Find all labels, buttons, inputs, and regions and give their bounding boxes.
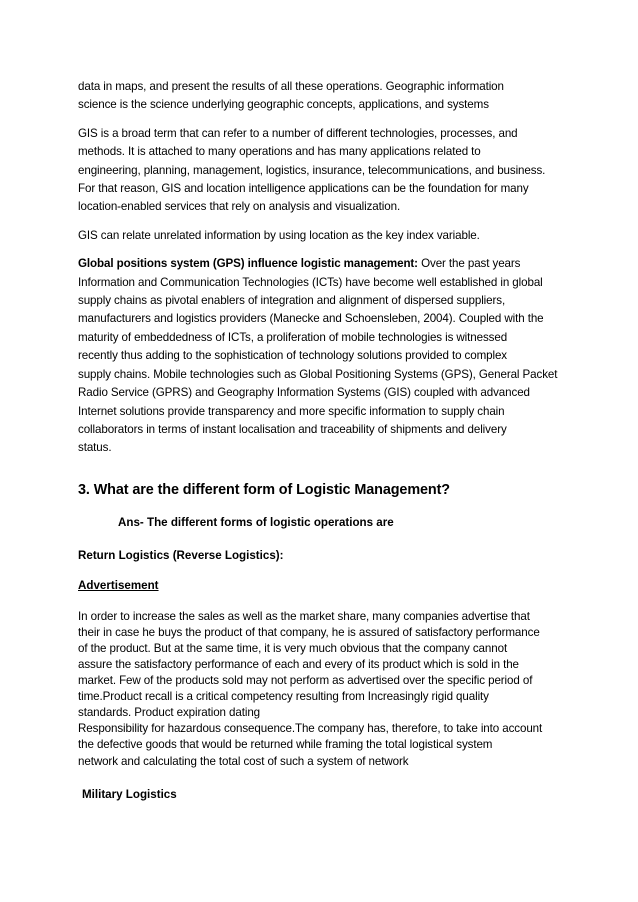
text-line: engineering, planning, management, logistics, insurance, telecommunications, and business. bbox=[78, 163, 546, 177]
text-line: In order to increase the sales as well as the market share, many companies advertise that bbox=[78, 609, 530, 623]
paragraph-gis-intro bbox=[78, 78, 562, 115]
military-logistics-label: Military Logistics bbox=[82, 787, 177, 801]
text-line: data in maps, and present the results of all these operations. Geographic information bbox=[78, 80, 504, 93]
text-line: network and calculating the total cost of such a system of network bbox=[78, 754, 409, 768]
text-line: GIS is a broad term that can refer to a number of different technologies, processes, and bbox=[78, 126, 518, 140]
section-heading: 3. What are the different form of Logistic Management? bbox=[78, 481, 450, 498]
text-line: GIS can relate unrelated information by using location as the key index variable. bbox=[78, 228, 480, 242]
text-line: Radio Service (GPRS) and Geography Information Systems (GIS) coupled with advanced bbox=[78, 386, 530, 400]
paragraph-gis-location bbox=[78, 227, 562, 245]
text-line: the defective goods that would be returned while framing the total logistical system bbox=[78, 738, 493, 752]
text-line: supply chains. Mobile technologies such as Global Positioning Systems (GPS), General Packet bbox=[78, 367, 558, 381]
text-line: collaborators in terms of instant localisation and traceability of shipments and delivery bbox=[78, 422, 507, 436]
text-line: supply chains as pivotal enablers of integration and alignment of dispersed suppliers, bbox=[78, 294, 506, 308]
return-logistics-label: Return Logistics (Reverse Logistics): bbox=[78, 548, 284, 562]
text-line: standards. Product expiration dating bbox=[78, 706, 261, 720]
gps-lead-rest: Over the past years bbox=[417, 257, 521, 271]
text-line: of the product. But at the same time, it is very much obvious that the company cannot bbox=[78, 641, 508, 655]
paragraph-advertisement bbox=[78, 609, 562, 770]
text-line: maturity of embeddedness of ICTs, a proliferation of mobile technologies is witnessed bbox=[78, 330, 508, 344]
text-line: manufacturers and logistics providers (Manecke and Schoensleben, 2004). Coupled with the bbox=[78, 312, 544, 326]
text-line: location-enabled services that rely on analysis and visualization. bbox=[78, 200, 401, 214]
answer-intro: Ans- The different forms of logistic operations are bbox=[118, 515, 394, 529]
text-line: market. Few of the products sold may not perform as advertised over the specific period of bbox=[78, 674, 533, 688]
gps-bold-lead: Global positions system (GPS) influence logistic management: bbox=[78, 257, 418, 271]
advertisement-heading: Advertisement bbox=[78, 578, 159, 592]
text-line bbox=[78, 255, 562, 273]
text-line: status. bbox=[78, 441, 112, 455]
text-line: their in case he buys the product of that company, he is assured of satisfactory performance bbox=[78, 625, 540, 639]
paragraph-gis-definition bbox=[78, 125, 562, 217]
text-line: recently thus adding to the sophistication of technology solutions provided to complex bbox=[78, 349, 508, 363]
text-line: time.Product recall is a critical competency resulting from Increasingly rigid quality bbox=[78, 690, 489, 704]
text-line: assure the satisfactory performance of each and every of its product which is sold in the bbox=[78, 658, 519, 671]
text-line: Responsibility for hazardous consequence.The company has, therefore, to take into account bbox=[78, 722, 543, 736]
text-line: science is the science underlying geographic concepts, applications, and systems bbox=[78, 98, 489, 112]
page-content bbox=[78, 78, 562, 818]
text-line: Internet solutions provide transparency and more specific information to supply chain bbox=[78, 404, 505, 418]
text-line: For that reason, GIS and location intelligence applications can be the foundation for many bbox=[78, 182, 529, 196]
text-line: methods. It is attached to many operations and has many applications related to bbox=[78, 145, 481, 159]
paragraph-gps bbox=[78, 255, 562, 457]
text-line: Information and Communication Technologies (ICTs) have become well established in global bbox=[78, 275, 543, 289]
